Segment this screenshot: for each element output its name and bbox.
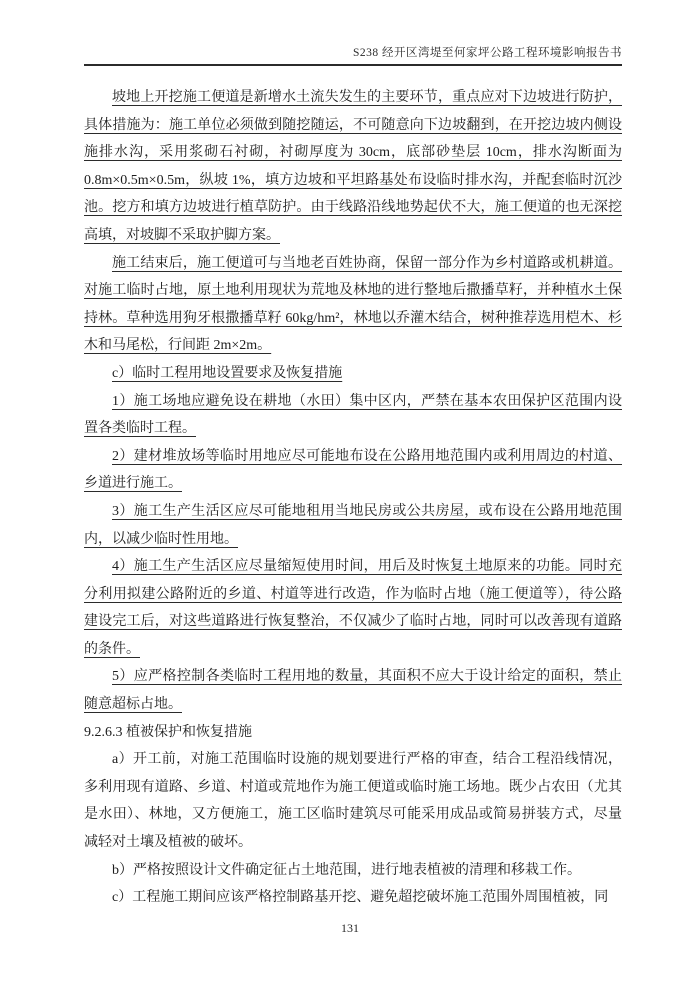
document-body — [84, 84, 622, 912]
paragraph-item-c: c）工程施工期间应该严格控制路基开挖、避免超挖破坏施工范围外周围植被，同 — [112, 890, 609, 906]
section-heading-9-2-6-3: 9.2.6.3 植被保护和恢复措施 — [84, 724, 252, 740]
paragraph-item-1: 1）施工场地应避免设在耕地（水田）集中区内，严禁在基本农田保护区范围内设置各类临时工程。 — [84, 393, 622, 437]
paragraph-item-4: 4）施工生产生活区应尽量缩短使用时间，用后及时恢复土地原来的功能。同时充分利用拟建公路附近的乡道、村道等进行改造，作为临时占地（施工便道等），待公路建设完工后，对这些道路进行恢复整治，不仅减少了临时占地，同时可以改善现有道路的条件。 — [84, 559, 622, 657]
paragraph-item-2: 2）建材堆放场等临时用地应尽可能地布设在公路用地范围内或利用周边的村道、乡道进行施工。 — [84, 448, 622, 492]
page-number: 131 — [341, 921, 359, 935]
paragraph-item-c-heading: c）临时工程用地设置要求及恢复措施 — [112, 365, 343, 381]
header-title: S238 经开区湾堤至何家坪公路工程环境影响报告书 — [352, 47, 622, 59]
page-header — [84, 44, 622, 66]
page-footer — [0, 921, 700, 936]
paragraph-slope-protection: 坡地上开挖施工便道是新增水土流失发生的主要环节，重点应对下边坡进行防护，具体措施为：施工单位必须做到随挖随运，不可随意向下边坡翻到，在开挖边坡内侧设施排水沟，采用浆砌石衬砌，衬砌厚度为 30cm，底部砂垫层 10cm，排水沟断面为 0.8m×0.5m×0.5m，纵坡 1%，填方边坡和平坦路基处布设临时排水沟，并配套临时沉沙池。挖方和填方边坡进行植草防护。由于线路沿线地势起伏不大，施工便道的也无深挖高填，对坡脚不采取护脚方案。 — [84, 90, 622, 243]
paragraph-item-5: 5）应严格控制各类临时工程用地的数量，其面积不应大于设计给定的面积，禁止随意超标占地。 — [84, 669, 622, 713]
paragraph-item-b: b）严格按照设计文件确定征占土地范围，进行地表植被的清理和移栽工作。 — [112, 862, 581, 878]
paragraph-item-3: 3）施工生产生活区应尽可能地租用当地民房或公共房屋，或布设在公路用地范围内，以减少临时性用地。 — [84, 503, 622, 547]
paragraph-after-construction: 施工结束后，施工便道可与当地老百姓协商，保留一部分作为乡村道路或机耕道。对施工临时占地，原土地利用现状为荒地及林地的进行整地后撒播草籽，并种植水土保持林。草种选用狗牙根撒播草籽 60kg/hm²，林地以乔灌木结合，树种推荐选用桤木、杉木和马尾松，行间距 2m×2m。 — [84, 255, 622, 354]
paragraph-item-a: a）开工前，对施工范围临时设施的规划要进行严格的审查，结合工程沿线情况，多利用现有道路、乡道、村道或荒地作为施工便道或临时施工场地。既少占农田（尤其是水田）、林地，又方便施工，施工区临时建筑尽可能采用成品或简易拼装方式，尽量减轻对土壤及植被的破坏。 — [84, 752, 622, 851]
header-rule — [84, 64, 622, 66]
